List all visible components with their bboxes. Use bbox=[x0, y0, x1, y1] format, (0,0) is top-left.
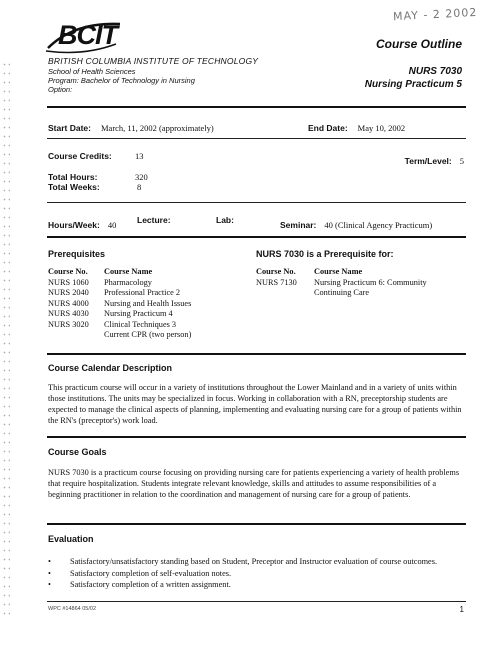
lecture-label: Lecture: bbox=[137, 215, 171, 225]
course-no bbox=[256, 288, 314, 299]
table-row bbox=[48, 288, 191, 299]
prerequisites-heading: Prerequisites bbox=[48, 249, 106, 259]
goals-description: NURS 7030 is a practicum course focusing on providing nursing care for patients experiencing a variety of health problems that require hospitalization. Students integrate relevant knowledge, skills and attitudes to assume responsibilities of a beginning practitioner in relation to the coordination and management of nursing care for a group of patients. bbox=[48, 468, 460, 499]
received-stamp: MAY - 2 2002 bbox=[392, 5, 478, 24]
course-code: NURS 7030 bbox=[408, 66, 462, 77]
calendar-heading: Course Calendar Description bbox=[48, 363, 173, 373]
total-weeks-label: Total Weeks: bbox=[48, 182, 100, 192]
course-no: NURS 1060 bbox=[48, 277, 89, 287]
evaluation-list bbox=[48, 556, 470, 591]
start-date bbox=[48, 118, 214, 136]
table-row bbox=[256, 288, 427, 299]
program-name: Program: Bachelor of Technology in Nursing bbox=[48, 76, 195, 85]
calendar-description: This practicum course will occur in a variety of institutions throughout the Lower Mainland and in a variety of units within those institutions. The units may be specialized in focus. Working in collaboration with a RN, preceptorship students are expected to manage the clinical aspects of planning, implementing and evaluating nursing care for a group of patients within the RN's (preceptor's) work load. bbox=[48, 383, 462, 425]
prerequisites-table bbox=[48, 267, 191, 341]
table-row bbox=[256, 278, 427, 289]
start-date-value: March, 11, 2002 (approximately) bbox=[100, 123, 214, 133]
course-title: Nursing Practicum 4 bbox=[104, 309, 173, 318]
course-no: NURS 4030 bbox=[48, 309, 89, 318]
hours-week-value: 40 bbox=[107, 220, 117, 230]
option-label: Option: bbox=[48, 85, 73, 94]
seminar-value: 40 (Clinical Agency Practicum) bbox=[324, 220, 433, 230]
hours-per-week bbox=[48, 215, 116, 233]
table-header-row bbox=[256, 267, 427, 278]
hours-week-label: Hours/Week: bbox=[48, 220, 100, 230]
course-title: Current CPR (two person) bbox=[104, 330, 192, 339]
term-value: 5 bbox=[459, 156, 464, 166]
table-header-row bbox=[48, 267, 191, 278]
course-no: NURS 3020 bbox=[48, 319, 89, 329]
table-row bbox=[48, 330, 191, 341]
dates-divider bbox=[47, 138, 466, 139]
prereq-for-table bbox=[256, 267, 427, 299]
total-weeks-value: 8 bbox=[137, 182, 142, 192]
course-name: Nursing Practicum 5 bbox=[364, 79, 462, 90]
table-row bbox=[48, 278, 191, 289]
credits-value: 13 bbox=[135, 151, 144, 161]
course-no bbox=[48, 330, 104, 341]
table-row bbox=[48, 299, 191, 310]
end-date bbox=[308, 118, 405, 136]
header-divider bbox=[47, 106, 466, 108]
evaluation-heading: Evaluation bbox=[48, 534, 94, 544]
col-course-name: Course Name bbox=[104, 267, 153, 276]
col-course-name: Course Name bbox=[314, 267, 363, 276]
goals-heading: Course Goals bbox=[48, 447, 107, 457]
credits-divider bbox=[47, 202, 466, 203]
goals-divider bbox=[47, 523, 466, 525]
hours-divider bbox=[47, 236, 466, 238]
footer-ref: WPC #14864 05/02 bbox=[48, 606, 97, 612]
credits-label: Course Credits: bbox=[48, 151, 112, 161]
scan-edge-marks bbox=[2, 60, 10, 620]
course-title: Nursing and Health Issues bbox=[104, 298, 192, 308]
course-no: NURS 2040 bbox=[48, 288, 89, 297]
list-item: • Satisfactory completion of a written assignment. bbox=[48, 579, 470, 591]
bcit-logo bbox=[48, 20, 117, 53]
course-title: Clinical Techniques 3 bbox=[104, 319, 177, 329]
end-date-value: May 10, 2002 bbox=[357, 123, 406, 133]
course-title: Professional Practice 2 bbox=[104, 288, 181, 297]
seminar-label: Seminar: bbox=[280, 220, 317, 230]
course-no: NURS 7130 bbox=[256, 277, 297, 287]
total-hours-label: Total Hours: bbox=[48, 172, 98, 182]
footer-divider bbox=[47, 601, 466, 602]
table-row bbox=[48, 309, 191, 320]
logo-text: BCIT bbox=[58, 20, 117, 50]
course-title: Continuing Care bbox=[314, 288, 370, 297]
school-name: School of Health Sciences bbox=[48, 67, 136, 76]
prereq-for-heading: NURS 7030 is a Prerequisite for: bbox=[256, 249, 394, 259]
col-course-no: Course No. bbox=[48, 267, 88, 276]
page-number: 1 bbox=[459, 605, 464, 614]
course-title: Nursing Practicum 6: Community bbox=[314, 277, 427, 287]
list-item: • Satisfactory/unsatisfactory standing based on Student, Preceptor and Instructor evaluation of course outcomes. bbox=[48, 556, 470, 568]
seminar bbox=[280, 215, 432, 233]
end-date-label: End Date: bbox=[308, 123, 348, 133]
start-date-label: Start Date: bbox=[48, 123, 91, 133]
institute-name: BRITISH COLUMBIA INSTITUTE OF TECHNOLOGY bbox=[48, 56, 259, 66]
lab-label: Lab: bbox=[216, 215, 234, 225]
col-course-no: Course No. bbox=[256, 267, 296, 276]
course-title: Pharmacology bbox=[104, 277, 152, 287]
term-label: Term/Level: bbox=[404, 156, 452, 166]
course-no: NURS 4000 bbox=[48, 298, 89, 308]
table-row bbox=[48, 320, 191, 331]
doc-title: Course Outline bbox=[375, 37, 462, 51]
term-level bbox=[405, 151, 464, 169]
list-item: • Satisfactory completion of self-evaluation notes. bbox=[48, 568, 470, 580]
prereq-divider bbox=[47, 353, 466, 355]
calendar-divider bbox=[47, 436, 466, 438]
total-hours-value: 320 bbox=[135, 172, 148, 182]
